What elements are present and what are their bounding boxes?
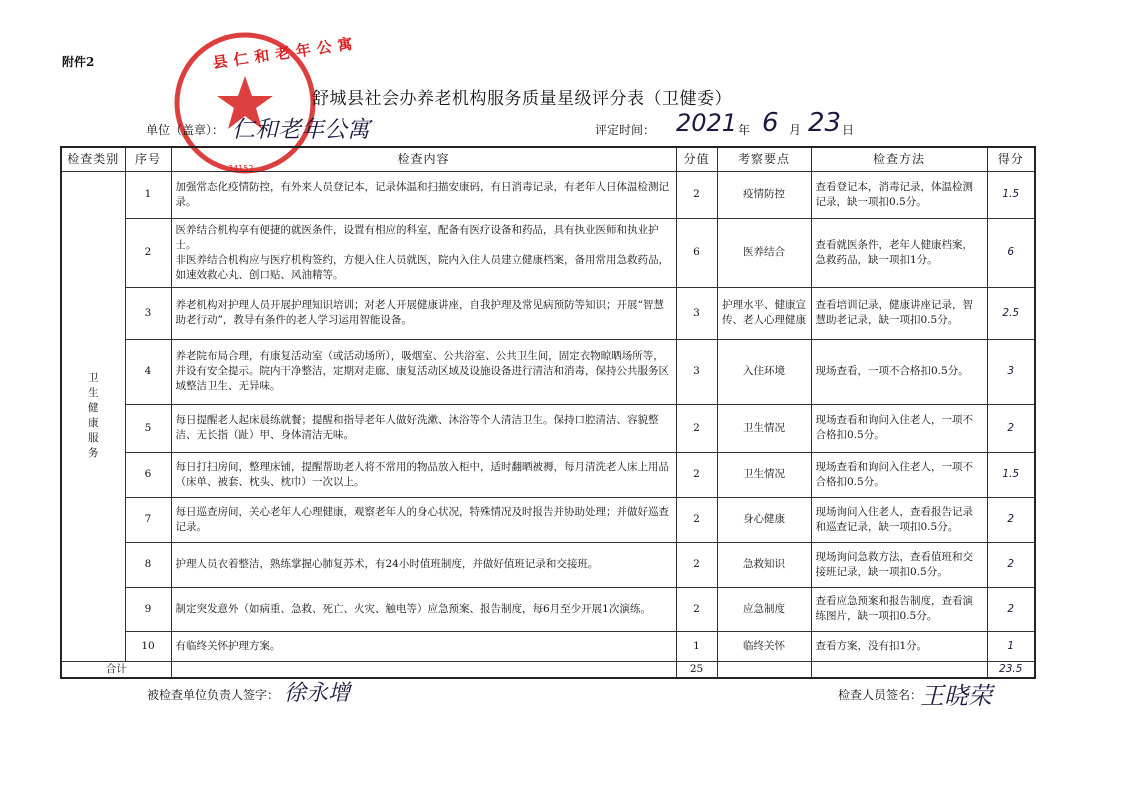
total-score-handwritten: 23.5 (987, 661, 1035, 678)
row-key: 疫情防控 (717, 171, 811, 218)
total-row (61, 661, 1035, 678)
row-content: 有临终关怀护理方案。 (171, 631, 676, 661)
row-index: 10 (125, 631, 171, 661)
row-points: 2 (676, 587, 717, 631)
row-index: 3 (125, 287, 171, 339)
seal-text: 县仁和老年公寓 (211, 33, 360, 73)
row-score-handwritten: 1.5 (987, 452, 1035, 497)
date-month-label: 月 (789, 123, 802, 137)
row-method: 查看培训记录，健康讲座记录，智慧助老记录，缺一项扣0.5分。 (811, 287, 987, 339)
date-month-handwritten: 6 (762, 108, 779, 138)
header-method: 检查方法 (811, 147, 987, 171)
row-method: 现场询问入住老人，查看报告记录和巡查记录，缺一项扣0.5分。 (811, 497, 987, 542)
row-index: 8 (125, 542, 171, 587)
row-content: 加强常态化疫情防控，有外来人员登记本，记录体温和扫描安康码，有日消毒记录，有老年人日体温检测记录。 (171, 171, 676, 218)
total-key-empty (717, 661, 811, 678)
row-index: 2 (125, 218, 171, 287)
row-points: 2 (676, 404, 717, 452)
row-key: 急救知识 (717, 542, 811, 587)
row-content: 养老院布局合理，有康复活动室（或活动场所），吸烟室、公共浴室、公共卫生间，固定衣物晾晒场所等，并设有安全提示。院内干净整洁，定期对走廊、康复活动区域及设施设备进行清洁和消毒，保持公共服务区域整洁卫生、无异味。 (171, 339, 676, 404)
date-year-handwritten: 2021 (676, 109, 738, 137)
row-content: 护理人员衣着整洁，熟练掌握心肺复苏术，有24小时值班制度，并做好值班记录和交接班。 (171, 542, 676, 587)
date-day-handwritten: 23 (808, 108, 842, 138)
row-index: 1 (125, 171, 171, 218)
date-year-label: 年 (738, 123, 751, 137)
row-key: 身心健康 (717, 497, 811, 542)
header-content: 检查内容 (171, 147, 676, 171)
scoring-table (60, 146, 1036, 679)
row-method: 查看应急预案和报告制度，查看演练图片，缺一项扣0.5分。 (811, 587, 987, 631)
row-content: 每日巡查房间，关心老年人心理健康，观察老年人的身心状况，特殊情况及时报告并协助处理；并做好巡查记录。 (171, 497, 676, 542)
row-score-handwritten: 2 (987, 404, 1035, 452)
row-method: 现场查看，一项不合格扣0.5分。 (811, 339, 987, 404)
table-row (61, 542, 1035, 587)
header-category: 检查类别 (61, 147, 125, 171)
row-points: 3 (676, 287, 717, 339)
header-points: 分值 (676, 147, 717, 171)
table-row (61, 218, 1035, 287)
table-row (61, 452, 1035, 497)
row-content: 医养结合机构享有便捷的就医条件，设置有相应的科室，配备有医疗设备和药品，具有执业医师和执业护士。 非医养结合机构应与医疗机构签约，方便入住人员就医，院内入住人员建立健康档案，备用常用急救药品，如速效救心丸、创口贴、风油精等。 (171, 218, 676, 287)
table-row (61, 497, 1035, 542)
row-method: 现场询问急救方法，查看值班和交接班记录，缺一项扣0.5分。 (811, 542, 987, 587)
row-key: 卫生情况 (717, 404, 811, 452)
row-content: 每日打扫房间，整理床铺，提醒帮助老人将不常用的物品放入柜中，适时翻晒被褥，每月清洗老人床上用品（床单、被套、枕头、枕巾）一次以上。 (171, 452, 676, 497)
row-score-handwritten: 1 (987, 631, 1035, 661)
row-key: 卫生情况 (717, 452, 811, 497)
row-points: 3 (676, 339, 717, 404)
table-row (61, 171, 1035, 218)
date-label: 评定时间： (595, 123, 656, 137)
row-index: 4 (125, 339, 171, 404)
page-title: 舒城县社会办养老机构服务质量星级评分表（卫健委） (312, 89, 732, 109)
row-points: 6 (676, 218, 717, 287)
total-label: 合计 (61, 661, 171, 678)
table-row (61, 287, 1035, 339)
table-row (61, 339, 1035, 404)
table-row (61, 631, 1035, 661)
header-key-points: 考察要点 (717, 147, 811, 171)
row-points: 2 (676, 542, 717, 587)
row-content: 养老机构对护理人员开展护理知识培训；对老人开展健康讲座，自我护理及常见病预防等知识；开展“智慧助老行动”，教导有条件的老人学习运用智能设备。 (171, 287, 676, 339)
row-key: 应急制度 (717, 587, 811, 631)
row-method: 查看登记本，消毒记录，体温检测记录，缺一项扣0.5分。 (811, 171, 987, 218)
unit-label: 单位（盖章）： (146, 123, 225, 137)
table-row (61, 587, 1035, 631)
row-method: 查看方案，没有扣1分。 (811, 631, 987, 661)
table-header-row (61, 147, 1035, 171)
unit-value-handwritten: 仁和老年公寓 (232, 117, 370, 143)
category-cell: 卫生健康服务 (61, 171, 125, 661)
row-points: 2 (676, 452, 717, 497)
table-row (61, 404, 1035, 452)
row-score-handwritten: 2 (987, 497, 1035, 542)
row-method: 现场查看和询问入住老人，一项不合格扣0.5分。 (811, 404, 987, 452)
inspected-signature-label: 被检查单位负责人签字： (147, 688, 280, 702)
row-key: 入住环境 (717, 339, 811, 404)
row-index: 5 (125, 404, 171, 452)
row-score-handwritten: 2.5 (987, 287, 1035, 339)
row-score-handwritten: 1.5 (987, 171, 1035, 218)
header-index: 序号 (125, 147, 171, 171)
row-score-handwritten: 2 (987, 587, 1035, 631)
row-index: 7 (125, 497, 171, 542)
inspected-signature-handwritten: 徐永增 (284, 681, 351, 706)
row-key: 医养结合 (717, 218, 811, 287)
row-points: 1 (676, 631, 717, 661)
total-points: 25 (676, 661, 717, 678)
seal-code: 34152 (228, 164, 254, 173)
row-method: 现场查看和询问入住老人，一项不合格扣0.5分。 (811, 452, 987, 497)
date-day-label: 日 (842, 123, 855, 137)
inspector-signature-label: 检查人员签名： (838, 688, 923, 702)
row-score-handwritten: 3 (987, 339, 1035, 404)
header-score: 得分 (987, 147, 1035, 171)
attachment-label: 附件2 (62, 55, 95, 69)
row-points: 2 (676, 497, 717, 542)
row-key: 临终关怀 (717, 631, 811, 661)
row-index: 6 (125, 452, 171, 497)
row-index: 9 (125, 587, 171, 631)
total-content-empty (171, 661, 676, 678)
row-content: 制定突发意外（如病重、急救、死亡、火灾、触电等）应急预案、报告制度，每6月至少开展1次演练。 (171, 587, 676, 631)
row-points: 2 (676, 171, 717, 218)
row-key: 护理水平、健康宣传、老人心理健康 (717, 287, 811, 339)
row-content: 每日提醒老人起床晨练就餐；提醒和指导老年人做好洗漱、沐浴等个人清洁卫生。保持口腔清洁、容貌整洁、无长指（趾）甲、身体清洁无味。 (171, 404, 676, 452)
inspector-signature-handwritten: 王晓荣 (920, 682, 992, 710)
row-method: 查看就医条件，老年人健康档案，急救药品，缺一项扣1分。 (811, 218, 987, 287)
row-score-handwritten: 6 (987, 218, 1035, 287)
row-score-handwritten: 2 (987, 542, 1035, 587)
